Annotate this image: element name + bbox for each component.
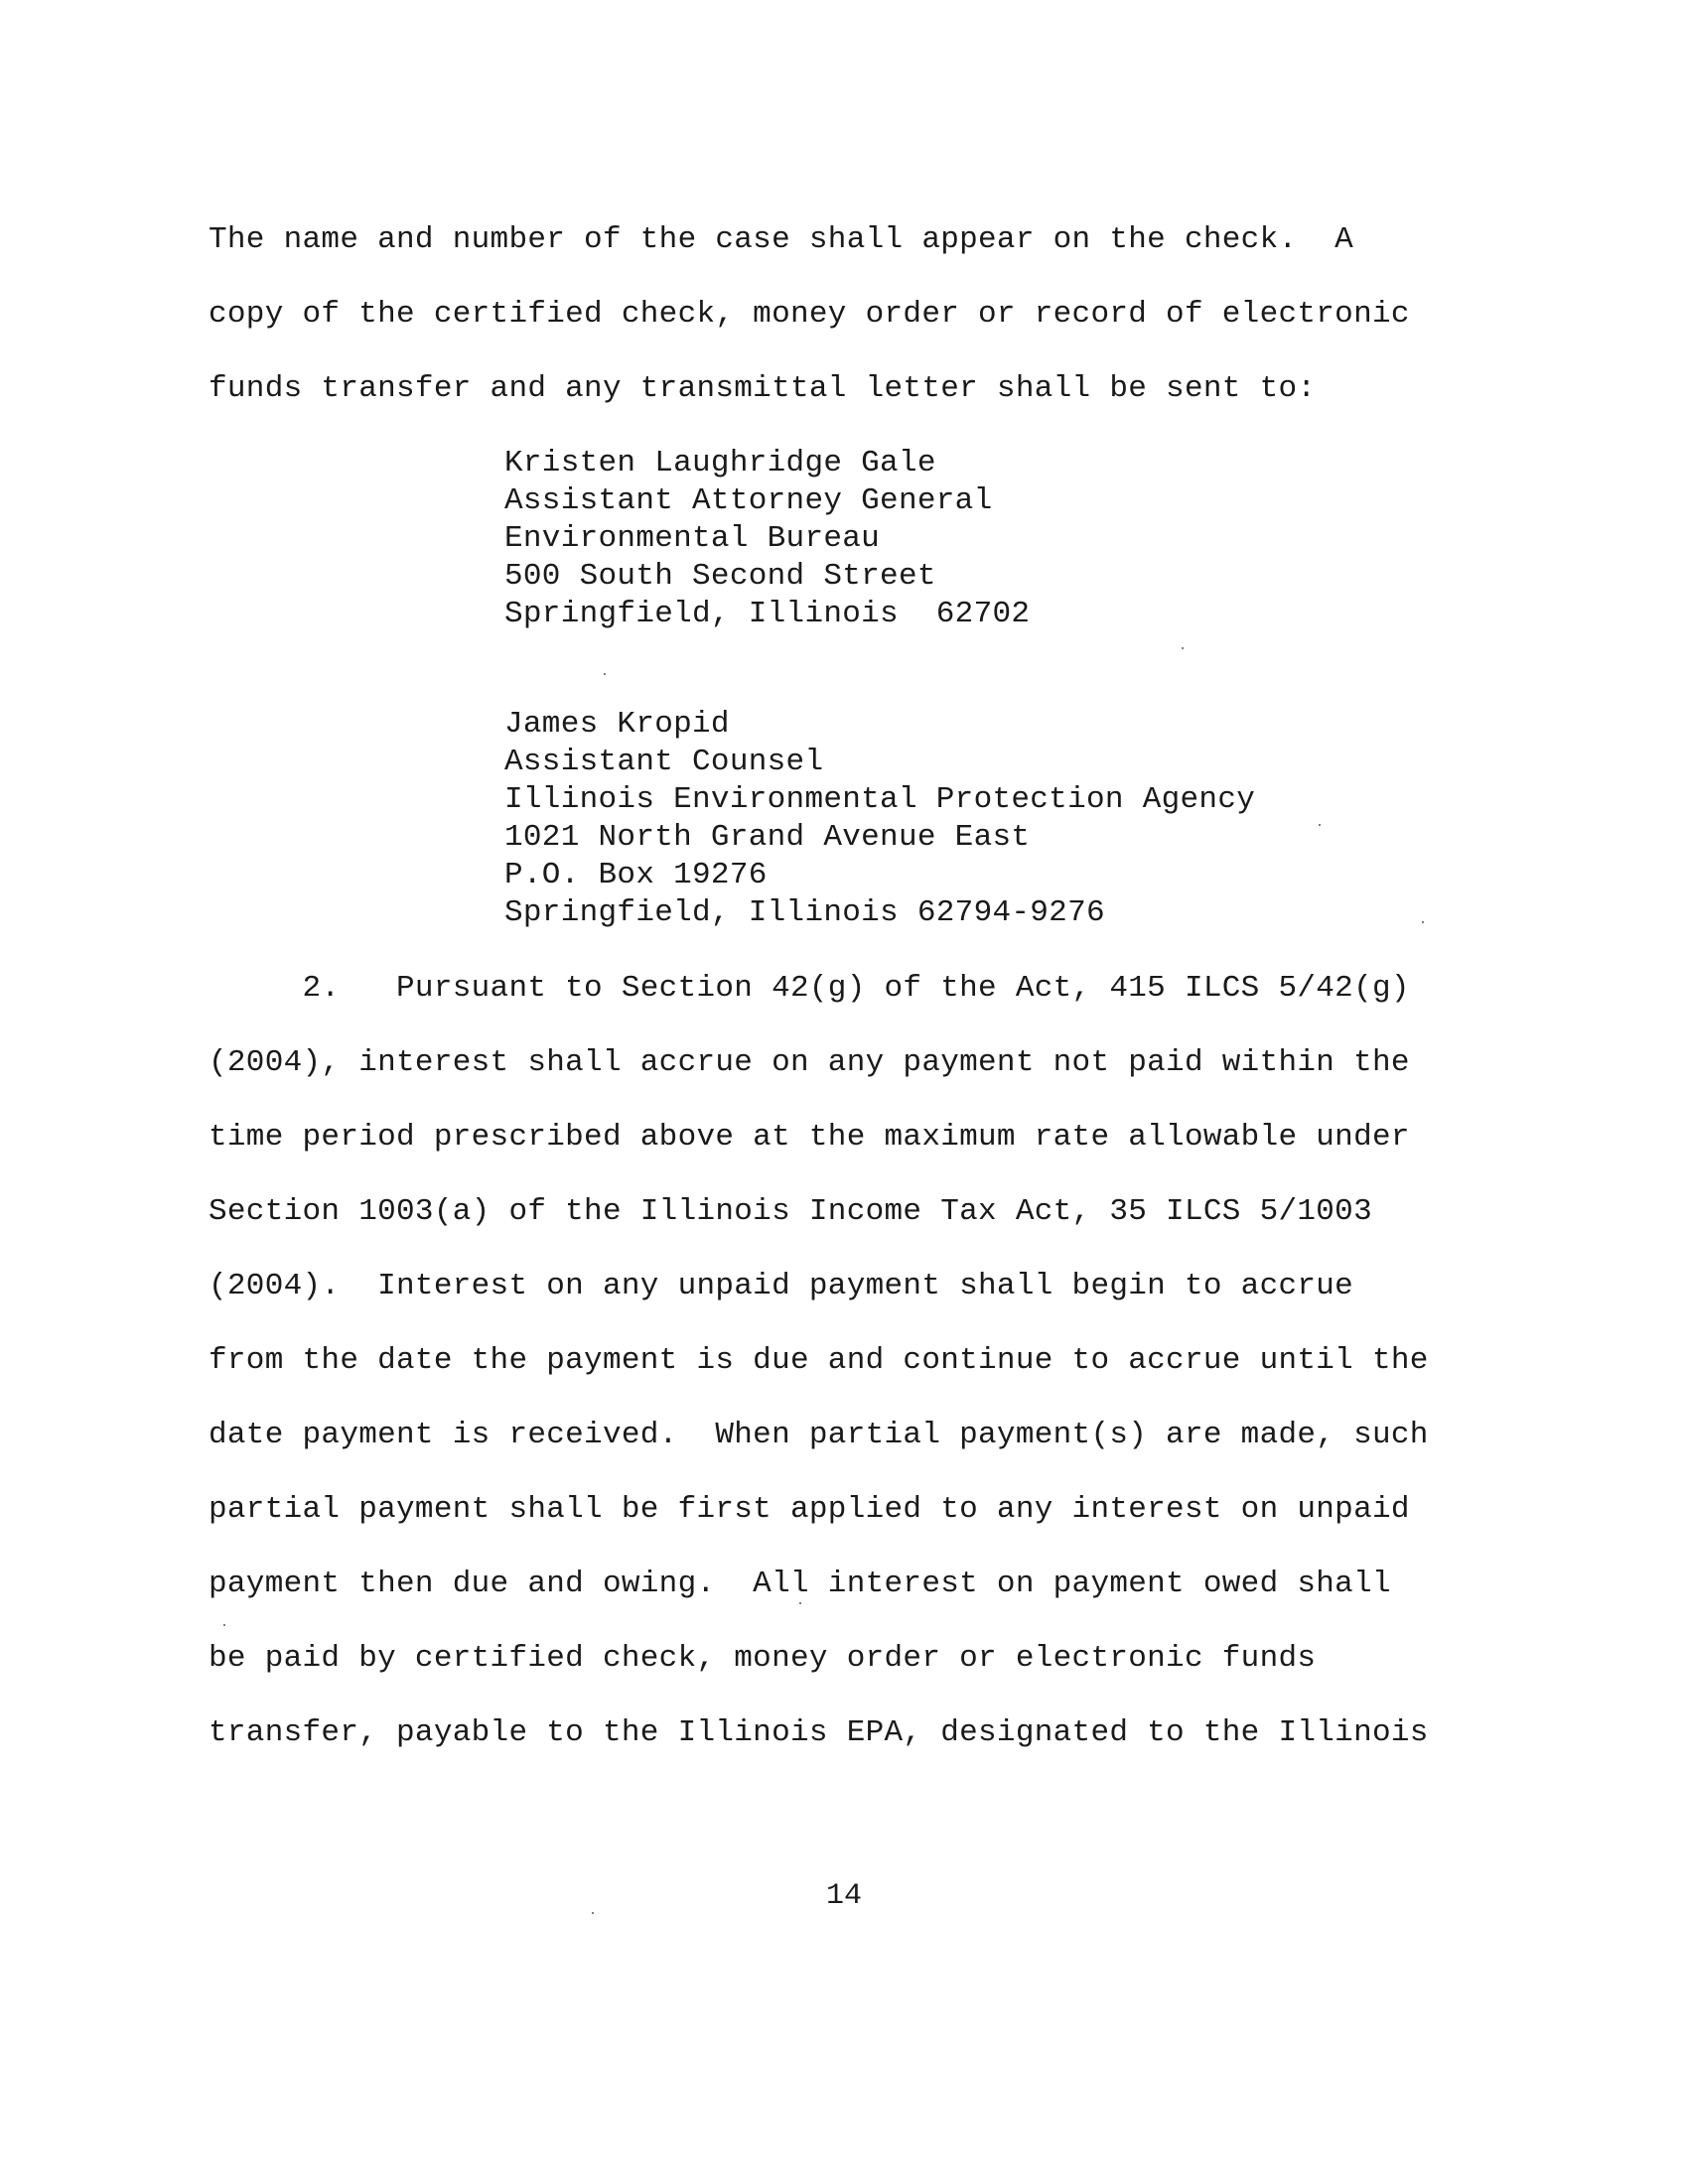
text-line: The name and number of the case shall appear on the check. A	[209, 222, 1354, 257]
scan-speck	[592, 1912, 594, 1914]
address-line: Assistant Attorney General	[504, 483, 993, 518]
text-line: date payment is received. When partial payment(s) are made, such	[209, 1418, 1429, 1452]
text-line: partial payment shall be first applied to any interest on unpaid	[209, 1492, 1410, 1527]
scan-speck	[1182, 647, 1184, 649]
address-line: 1021 North Grand Avenue East	[504, 820, 1031, 855]
scan-speck	[1319, 824, 1321, 826]
text-line: (2004). Interest on any unpaid payment shall begin to accrue	[209, 1269, 1354, 1303]
page-number: 14	[825, 1879, 862, 1913]
text-line: time period prescribed above at the maximum rate allowable under	[209, 1120, 1410, 1155]
scan-speck	[799, 1602, 801, 1604]
scan-speck	[223, 1624, 225, 1626]
address-line: Environmental Bureau	[504, 521, 881, 556]
address-line: 500 South Second Street	[504, 559, 936, 594]
text-line: transfer, payable to the Illinois EPA, designated to the Illinois	[209, 1715, 1429, 1750]
text-line: copy of the certified check, money order or record of electronic	[209, 297, 1410, 332]
address-line: Assistant Counsel	[504, 745, 824, 779]
text-line: (2004), interest shall accrue on any payment not paid within the	[209, 1045, 1410, 1080]
address-line: P.O. Box 19276	[504, 858, 768, 892]
address-line: James Kropid	[504, 707, 730, 742]
address-line: Kristen Laughridge Gale	[504, 446, 936, 480]
address-line: Springfield, Illinois 62702	[504, 597, 1031, 631]
address-line: Springfield, Illinois 62794-9276	[504, 895, 1105, 930]
text-line: 2. Pursuant to Section 42(g) of the Act, 415 ILCS 5/42(g)	[209, 971, 1410, 1006]
address-line: Illinois Environmental Protection Agency	[504, 782, 1256, 817]
scan-speck	[1422, 921, 1424, 923]
text-line: from the date the payment is due and continue to accrue until the	[209, 1343, 1429, 1378]
scan-speck	[604, 673, 606, 675]
text-line: Section 1003(a) of the Illinois Income Tax Act, 35 ILCS 5/1003	[209, 1194, 1372, 1229]
text-line: payment then due and owing. All interest on payment owed shall	[209, 1567, 1391, 1601]
text-line: funds transfer and any transmittal letter shall be sent to:	[209, 371, 1317, 406]
text-line: be paid by certified check, money order or electronic funds	[209, 1641, 1317, 1676]
